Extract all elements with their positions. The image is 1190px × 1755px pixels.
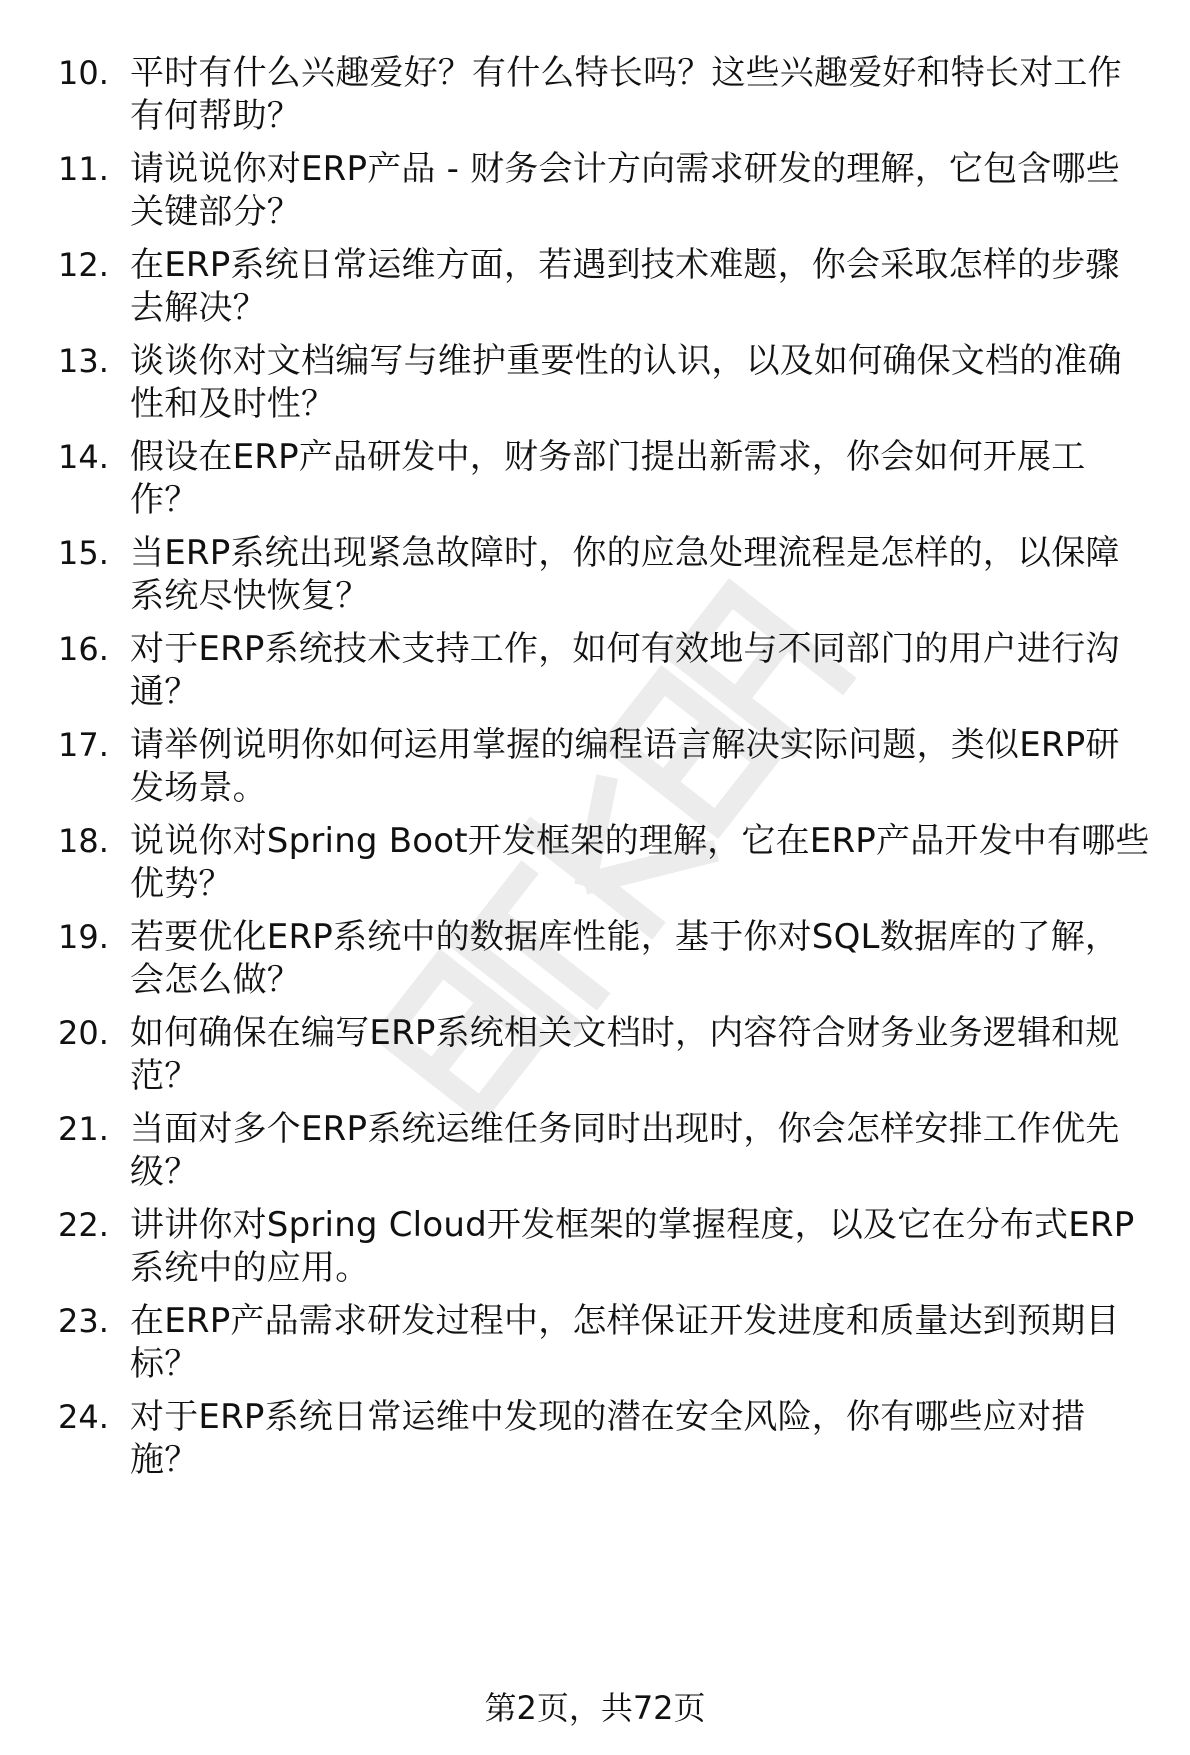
question-text: 当ERP系统出现紧急故障时，你的应急处理流程是怎样的，以保障系统尽快恢复？ — [130, 533, 1120, 616]
question-number: 17. — [58, 726, 109, 764]
question-text: 讲讲你对Spring Cloud开发框架的掌握程度，以及它在分布式ERP系统中的应用。 — [130, 1205, 1135, 1288]
question-number: 13. — [58, 342, 109, 380]
question-number: 19. — [58, 918, 109, 956]
question-number: 21. — [58, 1110, 109, 1148]
question-text: 若要优化ERP系统中的数据库性能，基于你对SQL数据库的了解，会怎么做？ — [130, 917, 1120, 1000]
question-number: 11. — [58, 150, 109, 188]
question-text: 谈谈你对文档编写与维护重要性的认识，以及如何确保文档的准确性和及时性？ — [130, 341, 1122, 424]
page-footer — [0, 1688, 1190, 1728]
question-number: 22. — [58, 1206, 109, 1244]
question-number: 16. — [58, 630, 109, 668]
question-text: 对于ERP系统技术支持工作，如何有效地与不同部门的用户进行沟通？ — [130, 629, 1120, 712]
question-number: 10. — [58, 54, 109, 92]
question-number: 20. — [58, 1014, 109, 1052]
question-text: 说说你对Spring Boot开发框架的理解，它在ERP产品开发中有哪些优势？ — [130, 821, 1150, 904]
question-text: 请说说你对ERP产品 - 财务会计方向需求研发的理解，它包含哪些关键部分？ — [130, 149, 1120, 232]
question-text: 平时有什么兴趣爱好？有什么特长吗？这些兴趣爱好和特长对工作有何帮助？ — [130, 53, 1122, 136]
question-text: 请举例说明你如何运用掌握的编程语言解决实际问题，类似ERP研发场景。 — [130, 725, 1120, 808]
question-text: 对于ERP系统日常运维中发现的潜在安全风险，你有哪些应对措施？ — [130, 1397, 1086, 1480]
question-text: 当面对多个ERP系统运维任务同时出现时，你会怎样安排工作优先级？ — [130, 1109, 1120, 1192]
question-text: 在ERP系统日常运维方面，若遇到技术难题，你会采取怎样的步骤去解决？ — [130, 245, 1120, 328]
question-text: 如何确保在编写ERP系统相关文档时，内容符合财务业务逻辑和规范？ — [130, 1013, 1120, 1096]
question-number: 23. — [58, 1302, 109, 1340]
question-text: 在ERP产品需求研发过程中，怎样保证开发进度和质量达到预期目标？ — [130, 1301, 1120, 1384]
question-number: 15. — [58, 534, 109, 572]
question-number: 14. — [58, 438, 109, 476]
question-number: 18. — [58, 822, 109, 860]
question-number: 12. — [58, 246, 109, 284]
question-text: 假设在ERP产品研发中，财务部门提出新需求，你会如何开展工作？ — [130, 437, 1086, 520]
page-number-label: 第2页，共72页 — [484, 1689, 706, 1727]
question-number: 24. — [58, 1398, 109, 1436]
